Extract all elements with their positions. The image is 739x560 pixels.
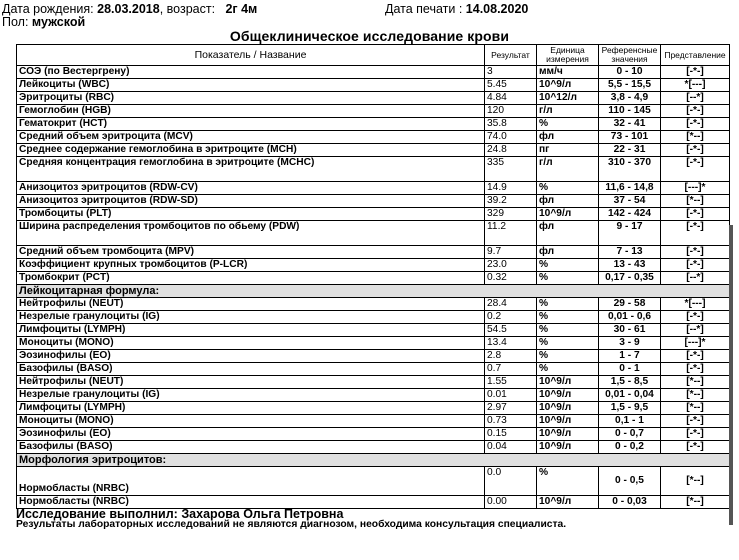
table-row xyxy=(17,337,730,350)
col-header-ref: Референсные значения xyxy=(599,45,661,66)
cell-name: Эритроциты (RBC) xyxy=(17,92,485,105)
table-row xyxy=(17,350,730,363)
cell-name: Среднее содержание гемоглобина в эритроците (MCH) xyxy=(17,144,485,157)
cell-ref: 110 - 145 xyxy=(599,105,661,118)
cell-pres: [-*-] xyxy=(661,311,730,324)
table-row xyxy=(17,195,730,208)
cell-result: 0.01 xyxy=(485,389,537,402)
cell-name: Лимфоциты (LYMPH) xyxy=(17,324,485,337)
cell-ref: 13 - 43 xyxy=(599,259,661,272)
results-table xyxy=(16,44,730,509)
cell-result: 0.0 xyxy=(485,467,537,496)
cell-result: 3 xyxy=(485,66,537,79)
cell-pres: [-*-] xyxy=(661,428,730,441)
cell-unit: 10^9/л xyxy=(537,496,599,509)
cell-result: 13.4 xyxy=(485,337,537,350)
cell-ref: 310 - 370 xyxy=(599,157,661,182)
cell-unit: фл xyxy=(537,221,599,246)
cell-ref: 29 - 58 xyxy=(599,298,661,311)
table-row xyxy=(17,324,730,337)
table-row xyxy=(17,363,730,376)
cell-unit: % xyxy=(537,467,599,496)
cell-pres: [*--] xyxy=(661,467,730,496)
age-label: , возраст: xyxy=(159,2,216,16)
cell-name: Эозинофилы (EO) xyxy=(17,428,485,441)
cell-name: Лимфоциты (LYMPH) xyxy=(17,402,485,415)
cell-unit: 10^9/л xyxy=(537,389,599,402)
cell-ref: 1 - 7 xyxy=(599,350,661,363)
cell-name: Моноциты (MONO) xyxy=(17,415,485,428)
col-header-pres: Представление xyxy=(661,45,730,66)
cell-ref: 22 - 31 xyxy=(599,144,661,157)
col-header-unit: Единица измерения xyxy=(537,45,599,66)
table-row xyxy=(17,131,730,144)
cell-pres: [---]* xyxy=(661,182,730,195)
cell-pres: [-*-] xyxy=(661,363,730,376)
cell-ref: 37 - 54 xyxy=(599,195,661,208)
table-row xyxy=(17,272,730,285)
cell-result: 120 xyxy=(485,105,537,118)
cell-ref: 0,01 - 0,04 xyxy=(599,389,661,402)
cell-result: 0.00 xyxy=(485,496,537,509)
table-header-row xyxy=(17,45,730,66)
cell-pres: [*--] xyxy=(661,496,730,509)
cell-ref: 3 - 9 xyxy=(599,337,661,350)
cell-result: 0.15 xyxy=(485,428,537,441)
cell-ref: 0 - 0,03 xyxy=(599,496,661,509)
results-body xyxy=(17,66,730,509)
col-header-name: Показатель / Название xyxy=(17,45,485,66)
cell-unit: 10^9/л xyxy=(537,208,599,221)
cell-ref: 32 - 41 xyxy=(599,118,661,131)
cell-pres: [-*-] xyxy=(661,157,730,182)
cell-unit: % xyxy=(537,272,599,285)
cell-pres: [-*-] xyxy=(661,208,730,221)
cell-result: 28.4 xyxy=(485,298,537,311)
cell-unit: % xyxy=(537,259,599,272)
cell-result: 5.45 xyxy=(485,79,537,92)
cell-ref: 9 - 17 xyxy=(599,221,661,246)
table-row xyxy=(17,311,730,324)
birth-date-label: Дата рождения: xyxy=(2,2,94,16)
cell-pres: [---]* xyxy=(661,337,730,350)
cell-ref: 1,5 - 8,5 xyxy=(599,376,661,389)
cell-pres: [-*-] xyxy=(661,66,730,79)
cell-result: 2.8 xyxy=(485,350,537,363)
cell-result: 2.97 xyxy=(485,402,537,415)
cell-name: Средний объем тромбоцита (MPV) xyxy=(17,246,485,259)
cell-ref: 0,17 - 0,35 xyxy=(599,272,661,285)
table-row xyxy=(17,467,730,496)
table-row xyxy=(17,441,730,454)
table-row xyxy=(17,298,730,311)
disclaimer-text: Результаты лабораторных исследований не являются диагнозом, необходима консультация специалиста. xyxy=(16,519,567,530)
cell-pres: [-*-] xyxy=(661,350,730,363)
table-row xyxy=(17,118,730,131)
cell-result: 1.55 xyxy=(485,376,537,389)
cell-name: Нейтрофилы (NEUT) xyxy=(17,376,485,389)
cell-result: 335 xyxy=(485,157,537,182)
cell-unit: % xyxy=(537,350,599,363)
table-row xyxy=(17,182,730,195)
cell-pres: [-*-] xyxy=(661,105,730,118)
cell-ref: 1,5 - 9,5 xyxy=(599,402,661,415)
cell-pres: [-*-] xyxy=(661,415,730,428)
cell-pres: [*--] xyxy=(661,389,730,402)
cell-unit: % xyxy=(537,182,599,195)
sex-line xyxy=(2,15,85,29)
cell-name: Анизоцитоз эритроцитов (RDW-SD) xyxy=(17,195,485,208)
birth-date-line xyxy=(2,2,257,16)
cell-unit: % xyxy=(537,118,599,131)
cell-result: 0.7 xyxy=(485,363,537,376)
cell-unit: 10^9/л xyxy=(537,402,599,415)
cell-name: Анизоцитоз эритроцитов (RDW-CV) xyxy=(17,182,485,195)
sex-value: мужской xyxy=(31,15,86,29)
birth-date-value: 28.03.2018 xyxy=(97,2,160,16)
print-date-value: 14.08.2020 xyxy=(465,2,529,16)
section-header-row xyxy=(17,454,730,467)
cell-unit: % xyxy=(537,363,599,376)
cell-ref: 3,8 - 4,9 xyxy=(599,92,661,105)
cell-result: 0.04 xyxy=(485,441,537,454)
cell-pres: [-*-] xyxy=(661,221,730,246)
page-edge-shadow xyxy=(729,225,733,525)
section-header-row xyxy=(17,285,730,298)
cell-ref: 7 - 13 xyxy=(599,246,661,259)
cell-pres: [--*] xyxy=(661,272,730,285)
table-row xyxy=(17,428,730,441)
col-header-result: Результат xyxy=(485,45,537,66)
cell-pres: [-*-] xyxy=(661,259,730,272)
age-value: 2г 4м xyxy=(225,2,258,16)
table-row xyxy=(17,144,730,157)
cell-unit: 10^9/л xyxy=(537,79,599,92)
cell-ref: 0 - 0,2 xyxy=(599,441,661,454)
cell-ref: 0 - 0,5 xyxy=(599,467,661,496)
print-date-line xyxy=(385,2,528,16)
cell-pres: [-*-] xyxy=(661,246,730,259)
cell-name: Лейкоциты (WBC) xyxy=(17,79,485,92)
cell-pres: [*--] xyxy=(661,402,730,415)
cell-ref: 0 - 0,7 xyxy=(599,428,661,441)
cell-result: 35.8 xyxy=(485,118,537,131)
cell-result: 39.2 xyxy=(485,195,537,208)
cell-name: СОЭ (по Вестергрену) xyxy=(17,66,485,79)
cell-result: 74.0 xyxy=(485,131,537,144)
table-row xyxy=(17,79,730,92)
cell-name: Тромбокрит (PCT) xyxy=(17,272,485,285)
table-row xyxy=(17,259,730,272)
cell-pres: [-*-] xyxy=(661,144,730,157)
cell-unit: пг xyxy=(537,144,599,157)
cell-pres: [*--] xyxy=(661,195,730,208)
cell-result: 0.2 xyxy=(485,311,537,324)
cell-name: Средний объем эритроцита (MCV) xyxy=(17,131,485,144)
cell-name: Коэффициент крупных тромбоцитов (P-LCR) xyxy=(17,259,485,272)
cell-result: 0.32 xyxy=(485,272,537,285)
cell-pres: [--*] xyxy=(661,324,730,337)
cell-unit: мм/ч xyxy=(537,66,599,79)
cell-name: Моноциты (MONO) xyxy=(17,337,485,350)
cell-name: Гематокрит (HCT) xyxy=(17,118,485,131)
cell-result: 11.2 xyxy=(485,221,537,246)
cell-name: Гемоглобин (HGB) xyxy=(17,105,485,118)
cell-name: Незрелые гранулоциты (IG) xyxy=(17,311,485,324)
table-row xyxy=(17,376,730,389)
cell-unit: фл xyxy=(537,246,599,259)
cell-result: 4.84 xyxy=(485,92,537,105)
cell-pres: [*--] xyxy=(661,131,730,144)
cell-name: Средняя концентрация гемоглобина в эритроците (MCHC) xyxy=(17,157,485,182)
cell-pres: [*--] xyxy=(661,376,730,389)
table-row xyxy=(17,105,730,118)
cell-result: 0.73 xyxy=(485,415,537,428)
cell-unit: % xyxy=(537,311,599,324)
table-row xyxy=(17,208,730,221)
performed-label: Исследование выполнил: xyxy=(16,507,178,521)
document-title: Общеклиническое исследование крови xyxy=(229,28,510,44)
cell-ref: 5,5 - 15,5 xyxy=(599,79,661,92)
cell-name: Нормобласты (NRBC) xyxy=(17,496,485,509)
cell-unit: г/л xyxy=(537,105,599,118)
cell-name: Эозинофилы (EO) xyxy=(17,350,485,363)
cell-result: 9.7 xyxy=(485,246,537,259)
cell-ref: 142 - 424 xyxy=(599,208,661,221)
cell-pres: [--*] xyxy=(661,92,730,105)
cell-result: 54.5 xyxy=(485,324,537,337)
cell-name: Базофилы (BASO) xyxy=(17,441,485,454)
section-title: Лейкоцитарная формула: xyxy=(17,285,730,298)
cell-ref: 0 - 1 xyxy=(599,363,661,376)
cell-unit: 10^9/л xyxy=(537,376,599,389)
cell-name: Нормобласты (NRBC) xyxy=(17,467,485,496)
cell-unit: г/л xyxy=(537,157,599,182)
cell-unit: 10^9/л xyxy=(537,428,599,441)
cell-name: Тромбоциты (PLT) xyxy=(17,208,485,221)
cell-unit: фл xyxy=(537,195,599,208)
cell-pres: [-*-] xyxy=(661,441,730,454)
cell-ref: 0,1 - 1 xyxy=(599,415,661,428)
table-row xyxy=(17,221,730,246)
cell-result: 14.9 xyxy=(485,182,537,195)
cell-ref: 73 - 101 xyxy=(599,131,661,144)
cell-unit: 10^12/л xyxy=(537,92,599,105)
cell-name: Ширина распределения тромбоцитов по обьему (PDW) xyxy=(17,221,485,246)
cell-result: 23.0 xyxy=(485,259,537,272)
table-row xyxy=(17,92,730,105)
cell-unit: 10^9/л xyxy=(537,415,599,428)
table-row xyxy=(17,66,730,79)
cell-name: Базофилы (BASO) xyxy=(17,363,485,376)
cell-ref: 0,01 - 0,6 xyxy=(599,311,661,324)
cell-unit: 10^9/л xyxy=(537,441,599,454)
table-row xyxy=(17,157,730,182)
performed-name: Захарова Ольга Петровна xyxy=(181,507,344,521)
cell-ref: 30 - 61 xyxy=(599,324,661,337)
cell-pres: *[---] xyxy=(661,298,730,311)
cell-pres: [-*-] xyxy=(661,118,730,131)
cell-name: Нейтрофилы (NEUT) xyxy=(17,298,485,311)
table-row xyxy=(17,402,730,415)
sex-label: Пол: xyxy=(2,15,29,29)
table-row xyxy=(17,246,730,259)
cell-name: Незрелые гранулоциты (IG) xyxy=(17,389,485,402)
cell-result: 329 xyxy=(485,208,537,221)
cell-unit: % xyxy=(537,324,599,337)
cell-unit: фл xyxy=(537,131,599,144)
cell-unit: % xyxy=(537,337,599,350)
table-row xyxy=(17,415,730,428)
cell-ref: 11,6 - 14,8 xyxy=(599,182,661,195)
section-title: Морфология эритроцитов: xyxy=(17,454,730,467)
cell-pres: *[---] xyxy=(661,79,730,92)
print-date-label: Дата печати : xyxy=(385,2,463,16)
cell-ref: 0 - 10 xyxy=(599,66,661,79)
table-row xyxy=(17,389,730,402)
cell-unit: % xyxy=(537,298,599,311)
cell-result: 24.8 xyxy=(485,144,537,157)
